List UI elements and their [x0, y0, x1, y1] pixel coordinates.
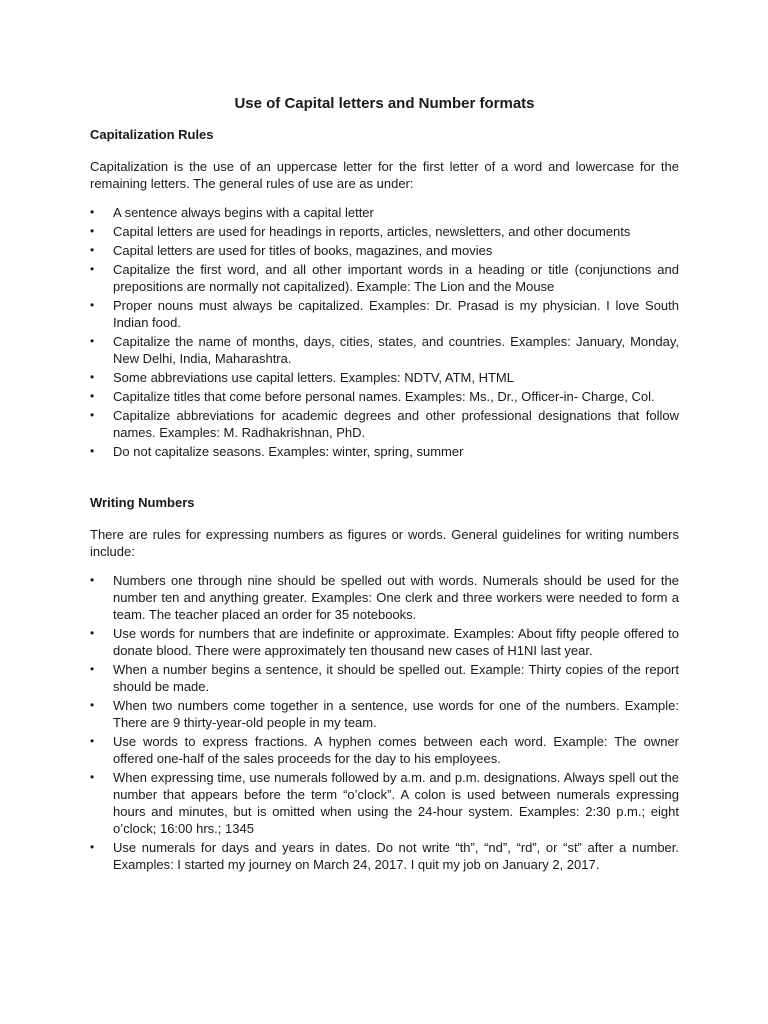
list-item	[90, 625, 679, 659]
bullet-icon: •	[90, 840, 95, 854]
section-spacer	[90, 462, 679, 494]
list-item-text: Capitalize the first word, and all other important words in a heading or title (conjunctions and prepositions are normally not capitalized). Example: The Lion and the Mouse	[113, 262, 679, 294]
list-item	[90, 733, 679, 767]
bullet-icon: •	[90, 262, 95, 276]
list-item	[90, 407, 679, 441]
document-title: Use of Capital letters and Number formats	[234, 95, 535, 112]
section-intro: There are rules for expressing numbers as figures or words. General guidelines for writing numbers include:	[90, 527, 679, 559]
bullet-icon: •	[90, 243, 95, 257]
list-item	[90, 697, 679, 731]
bullet-icon: •	[90, 408, 95, 422]
section-intro: Capitalization is the use of an uppercase letter for the first letter of a word and lowercase for the remaining letters. The general rules of use are as under:	[90, 159, 679, 191]
list-item-text: Numbers one through nine should be spelled out with words. Numerals should be used for the number ten and anything greater. Examples: One clerk and three workers were needed to form a team. The teacher placed an order for 35 notebooks.	[113, 573, 679, 622]
list-item	[90, 369, 679, 386]
section-heading: Writing Numbers	[90, 495, 195, 510]
list-item-text: Capitalize the name of months, days, cities, states, and countries. Examples: January, Monday, New Delhi, India, Maharashtra.	[113, 334, 679, 366]
list-item-text: When expressing time, use numerals followed by a.m. and p.m. designations. Always spell out the number that appears before the term “o’clock”. A colon is used between numerals expressing hours and minutes, but is omitted when using the 24-hour system. Examples: 2:30 p.m.; eight o’clock; 16:00 hrs.; 1345	[113, 770, 679, 836]
section-writing-numbers	[90, 494, 679, 873]
bullet-icon: •	[90, 370, 95, 384]
list-item-text: When two numbers come together in a sentence, use words for one of the numbers. Example: There are 9 thirty-year-old people in my team.	[113, 698, 679, 730]
list-item	[90, 572, 679, 623]
list-item	[90, 661, 679, 695]
list-item-text: When a number begins a sentence, it should be spelled out. Example: Thirty copies of the report should be made.	[113, 662, 679, 694]
list-item	[90, 333, 679, 367]
section-capitalization-rules	[90, 126, 679, 460]
list-item-text: Use words for numbers that are indefinite or approximate. Examples: About fifty people offered to donate blood. There were approximately ten thousand new cases of H1NI last year.	[113, 626, 679, 658]
list-item-text: Use words to express fractions. A hyphen comes between each word. Example: The owner offered one-half of the sales proceeds for the day to his employees.	[113, 734, 679, 766]
list-item-text: Capital letters are used for headings in reports, articles, newsletters, and other documents	[113, 224, 631, 239]
bullet-icon: •	[90, 626, 95, 640]
bullet-icon: •	[90, 334, 95, 348]
list-item-text: Some abbreviations use capital letters. Examples: NDTV, ATM, HTML	[113, 370, 514, 385]
list-item-text: Do not capitalize seasons. Examples: winter, spring, summer	[113, 444, 464, 459]
bullet-icon: •	[90, 205, 95, 219]
list-item-text: Use numerals for days and years in dates. Do not write “th”, “nd”, “rd”, or “st” after a number. Examples: I started my journey on March 24, 2017. I quit my job on January 2, 2017.	[113, 840, 679, 872]
bullet-icon: •	[90, 573, 95, 587]
bullet-icon: •	[90, 662, 95, 676]
list-item-text: Proper nouns must always be capitalized. Examples: Dr. Prasad is my physician. I love South Indian food.	[113, 298, 679, 330]
bullet-icon: •	[90, 444, 95, 458]
list-item-text: Capital letters are used for titles of books, magazines, and movies	[113, 243, 493, 258]
bullet-icon: •	[90, 734, 95, 748]
bullet-icon: •	[90, 224, 95, 238]
rule-list	[90, 572, 679, 873]
list-item-text: Capitalize abbreviations for academic degrees and other professional designations that follow names. Examples: M. Radhakrishnan, PhD.	[113, 408, 679, 440]
list-item	[90, 223, 679, 240]
document-body	[90, 95, 679, 875]
list-item	[90, 204, 679, 221]
rule-list	[90, 204, 679, 460]
bullet-icon: •	[90, 698, 95, 712]
list-item-text: Capitalize titles that come before personal names. Examples: Ms., Dr., Officer-in- Charge, Col.	[113, 389, 655, 404]
section-heading: Capitalization Rules	[90, 127, 214, 142]
list-item	[90, 242, 679, 259]
bullet-icon: •	[90, 770, 95, 784]
bullet-icon: •	[90, 298, 95, 312]
list-item-text: A sentence always begins with a capital letter	[113, 205, 374, 220]
list-item	[90, 297, 679, 331]
list-item	[90, 769, 679, 837]
list-item	[90, 388, 679, 405]
bullet-icon: •	[90, 389, 95, 403]
list-item	[90, 839, 679, 873]
list-item	[90, 443, 679, 460]
list-item	[90, 261, 679, 295]
